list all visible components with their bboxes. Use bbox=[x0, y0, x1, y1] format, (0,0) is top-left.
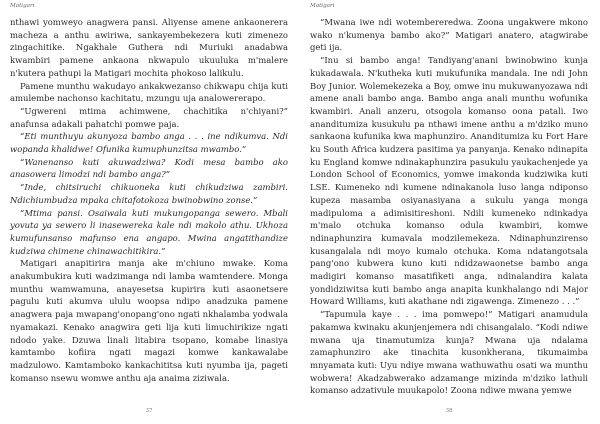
right-running-head: Matigari bbox=[310, 3, 335, 9]
left-running-head: Matigari bbox=[10, 3, 35, 9]
paragraph: “Inde, chitsiruchi chikuoneka kuti chikudziwa zambiri. Ndichiumbudza mpaka chitafotokoza bwinobwino zonse.” bbox=[10, 182, 288, 205]
paragraph: “Ugwereni mtima achimwene, chachitika n'chiyani?” anafunsa adakali pahatchi pomwe paja. bbox=[10, 105, 288, 129]
paragraph: “Mwana iwe ndi wotembereredwa. Zoona ungakwere mkono wako n'kumenya bambo ako?” Matigari anatero, atagwirabe geti ija. bbox=[310, 17, 588, 53]
left-page bbox=[10, 0, 288, 424]
paragraph: “Mtima pansi. Osaiwala kuti mukungopanga sewero. Mbali yovuta ya sewero li inasewereka kale ndi makolo athu. Ukhoza kumufunsanso mafunso ena angapo. Mwina angatithandize kudziwa chimene chinawachitikira.” bbox=[10, 207, 288, 256]
right-page bbox=[310, 0, 588, 424]
paragraph: Matigari anapitirira manja ake m'chiuno mwake. Koma anakumbukira kuti wadzimanga ndi lamba wamtendere. Monga munthu wamwamuna, anayesetsa kupirira kuti asaonetsere pagulu kuti akumva ululu woopsa ndipo anadzuka pamene anagwera paja mwapang'onopang'ono ngati nkhalamba yodwala nyamakazi. Kenako anagwira geti lija kuti limuchirikize ngati ndodo yake. Dzuwa linali litabira tsopano, komabe linasiya kamtambo kofiira ngati magazi komwe kankawalabe madzulowo. Kamtamboko kankachititsa kuti nyumba ija, pageti komanso nsewu womwe anthu aja anaima ziziwala. bbox=[10, 258, 288, 383]
paragraph: “Tapumula kaye . . . ima pomwepo!” Matigari anamudula pakamwa kwinaku akunjenjemera ndi chisangalalo. “Kodi ndiwe mwana uja tinamutumiza kunja? Mwana uja ndalama zamaphunziro ake tinachita kusonkherana, tikumaimba mnyamata kuti: Uyu ndiye mwana wathuwathu osati wa munthu wobwera! Akadzabwerako adzamange mizinda m'dziko lathuli komanso adzativule muukapolo! Zoona ndiwe mwana yemwe bbox=[310, 309, 588, 396]
paragraph: “Inu si bambo anga! Tandiyang'anani bwinobwino kunja kukadawala. N'kutheka kuti mukufunika mandala. Ine ndi John Boy Junior. Wolemekezeka a Boy, omwe inu mukuwanyozawa ndi amene anali bambo anga. Bambo anga anali munthu wofunika kwambiri. Anali anzeru, otsogola komanso oona patali. Iwo ananditumiza kusukulu pa nthawi imene anthu a m'dziko muno sankaona kufunika kwa maphunziro. Ananditumiza ku Fort Hare ku South Africa kudzera pasitima ya panyanja. Kenako ndinapita ku England komwe ndinakaphunzira pasukulu yaukachenjede ya London School of Economics, yomwe imakonda kudziwika kuti LSE. Kumeneko ndi kumene ndinakanola luso langa ndiponso kupeza masamba osiyanasiyana a sukulu yanga monga madipuloma a adimisitireshoni. Ndili kumeneko ndinkadya m'malo otchuka komanso odula kwambiri, komwe ndinaphunzira kumavala modzilemekeza. Ndinaphunzirenso kusangalala ndi moyo kumalo otchuka. Koma ndatangotsala pang'ono kubwera kuno kuti ndidzawaonetse bambo anga madigiri komanso masatifiketi anga, ndinalandira kalata yondidziwitsa kuti bambo anga anapita kunkhalango ndi Major Howard Williams, kuti akathane ndi zigawenga. Zimenezo . . .” bbox=[310, 55, 588, 307]
paragraph: Pamene munthu wakudayo ankakwezanso chikwapu chija kuti amulembe nachonso kachitatu, mzungu uja analowererapo. bbox=[10, 80, 288, 104]
left-page-number: 37 bbox=[145, 408, 153, 414]
left-body-text bbox=[10, 16, 288, 384]
paragraph: nthawi yomweyo anagwera pansi. Aliyense amene ankaonerera macheza a anthu awiriwa, sankayembekezera kuti zimenezo zingachitike. Ngakhale Guthera ndi Muriuki anadabwa kwambiri pamene ankaona nkwapulo ukuuluka m'malere n'kutera pathupi la Matigari mochita phokoso lalikulu. bbox=[10, 17, 288, 78]
paragraph: “Eti munthuyu akunyoza bambo anga . . . ine ndikumva. Ndi wopanda khalidwe! Ofunika kumuphunzitsa mwambo.” bbox=[10, 131, 288, 155]
right-body-text bbox=[310, 16, 588, 397]
right-page-number: 38 bbox=[445, 408, 453, 414]
paragraph: “Wanenanso kuti akuwadziwa? Kodi mesa bambo ako anasowera limodzi ndi bambo anga?” bbox=[10, 156, 288, 180]
